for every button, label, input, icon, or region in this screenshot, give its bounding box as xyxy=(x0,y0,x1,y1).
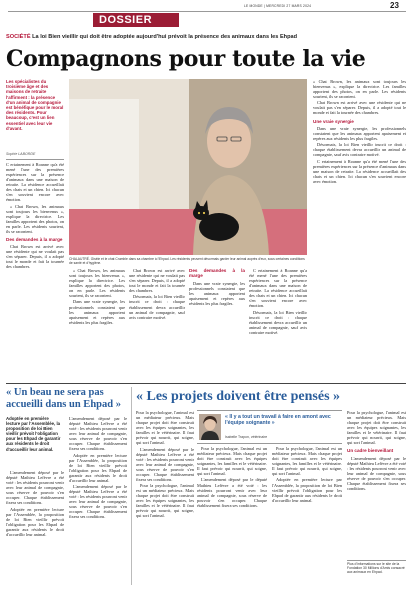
box-right-col-3 xyxy=(272,446,342,504)
headline: Compagnons pour toute la vie xyxy=(6,46,366,72)
quote-author: Isabelle Trapon, vétérinaire xyxy=(225,435,268,439)
box-right-subhead: Un cadre bienveillant xyxy=(347,448,394,454)
box-left-text-e: L'amendement déposé par le député Mathieu Lefèvre a été voté : les résidents pourront venir avec leur animal de compagnie, sous réserve de pouvoir s'en occuper. Chaque établissement fixera ses conditions. xyxy=(69,483,127,520)
date-line: LE MONDE | MERCREDI 27 MARS 2024 xyxy=(244,4,312,8)
box-left-headline: « Un beau ne sera pas accueilli dans un Ehpad » xyxy=(6,387,121,410)
box-right-text-b: L'amendement déposé par le député Mathieu Lefèvre a été voté : les résidents pourront venir avec leur animal de compagnie, sous réserve de pouvoir s'en occuper. Chaque établissement fixera ses conditions. xyxy=(136,446,194,482)
section-title: DOSSIER xyxy=(99,14,153,26)
col6-text-e: C ertainement à Roanne qu'a été mené l'une des premières expériences sur la présence d'animaux dans une maison de retraite. La résidence accueillait des chats et un chien. Ici chacun s'en souvient encore avec émotion. xyxy=(313,158,406,184)
col2-text: « Chat Brown, les animaux sont toujours les bienvenus », explique la directrice. Les familles apportent des photos, on en parle. Les résidents sourient, ils se racontent. xyxy=(69,268,125,299)
column-1 xyxy=(6,162,64,271)
box-right-col-4 xyxy=(347,410,406,492)
photo-woman-with-cat xyxy=(69,79,307,255)
photo-illustration xyxy=(69,79,307,255)
col5-text: C ertainement à Roanne qu'a été mené l'une des premières expériences sur la présence d'animaux dans une maison de retraite. La résidence accueillait des chats et un chien. Ici chacun s'en souvient encore avec émotion. xyxy=(249,268,307,309)
box-right-text-e: L'amendement déposé par le député Mathieu Lefèvre a été voté : les résidents pourront venir avec leur animal de compagnie, sous réserve de pouvoir s'en occuper. Chaque établissement fixera ses conditions. xyxy=(197,477,267,508)
box-right-text-i: L'amendement déposé par le député Mathieu Lefèvre a été voté : les résidents pourront venir avec leur animal de compagnie, sous réserve de pouvoir s'en occuper. Chaque établissement fixera ses conditions. xyxy=(347,455,406,492)
page-number: 23 xyxy=(390,1,399,10)
quote-box xyxy=(197,410,342,444)
subhead-inline: Des demandes à la marge xyxy=(189,268,245,279)
column-2 xyxy=(69,268,125,326)
column-3 xyxy=(129,268,185,321)
standfirst: La loi Bien vieillir qui doit être adoptée aujourd'hui prévoit la présence des animaux dans les Ehpad xyxy=(32,34,298,40)
col1-text-c: Chat Brown est arrivé avec une résidente qui ne voulait pas s'en séparer. Depuis, il a adopté tout le monde et fait la tournée des chambres. xyxy=(6,244,64,270)
caption-text: CHALAUTRÉ. Gisèle et le chat Crumble dans sa chambre à l'Ehpad. Les résidents peuvent désormais garder leur animal auprès d'eux, sous certaines conditions de santé et d'hygiène. xyxy=(69,257,305,265)
col1-text: C ertainement à Roanne qu'a été mené l'une des premières expériences sur la présence d'animaux dans une maison de retraite. La résidence accueillait des chats et un chien. Ici chacun s'en souvient encore avec émotion. xyxy=(6,162,64,203)
subhead-1: Des demandes à la marge xyxy=(6,236,63,242)
box-divider xyxy=(131,387,132,585)
footnote-text: Plus d'informations sur le site de la Fondation 30 Millions d'Amis consacré aux animaux en Ehpad. xyxy=(347,562,405,574)
box-left-text-a: L'amendement déposé par le député Mathieu Lefèvre a été voté : les résidents pourront venir avec leur animal de compagnie, sous réserve de pouvoir s'en occuper. Chaque établissement fixera ses conditions. xyxy=(6,470,64,506)
quote-avatar xyxy=(199,414,221,440)
column-4 xyxy=(189,268,245,307)
header-rule xyxy=(8,11,406,12)
box-left-col-1 xyxy=(6,470,64,538)
byline: Sophie LABORDE xyxy=(6,152,36,156)
box-right-text-h: Pour la psychologue, l'animal est un médiateur précieux. Mais chaque projet doit être construit avec les équipes soignantes, les familles et le vétérinaire. Il faut prévoir qui nourrit, qui soigne, qui sort l'animal. xyxy=(347,410,406,446)
col6-text-d: Désormais, la loi Bien vieillir inscrit ce droit : chaque établissement devra accueillir un animal de compagnie, sauf avis contraire motivé. xyxy=(313,142,406,158)
subhead-2: Une vraie synergie xyxy=(313,118,354,124)
column-6 xyxy=(313,79,406,185)
quote-text: « Il y a tout un travail à faire en amont avec l'équipe soignante » xyxy=(225,414,331,427)
col6-text-c: Dans une vraie synergie, les professionnels constatent que les animaux apportent apaisement et repères aux résidents les plus fragiles. xyxy=(313,125,406,142)
photo-caption xyxy=(69,257,307,265)
col1-text-b: « Chat Brown, les animaux sont toujours les bienvenus », explique la directrice. Les familles apportent des photos, on en parle. Les résidents sourient, ils se racontent. xyxy=(6,203,64,234)
box-left-text-c: L'amendement déposé par le député Mathieu Lefèvre a été voté : les résidents pourront venir avec leur animal de compagnie, sous réserve de pouvoir s'en occuper. Chaque établissement fixera ses conditions. xyxy=(69,416,127,452)
col3-text-b: Désormais, la loi Bien vieillir inscrit ce droit : chaque établissement devra accueillir un animal de compagnie, sauf avis contraire motivé. xyxy=(129,294,185,320)
box-right-footnote xyxy=(347,560,406,574)
intro-rule xyxy=(6,159,64,160)
column-5 xyxy=(249,268,307,336)
col2-text-b: Dans une vraie synergie, les professionnels constatent que les animaux apportent apaisement et repères aux résidents les plus fragiles. xyxy=(69,299,125,325)
col3-text: Chat Brown est arrivé avec une résidente qui ne voulait pas s'en séparer. Depuis, il a adopté tout le monde et fait la tournée des chambres. xyxy=(129,268,185,294)
box-left-text-b: Adoptée en première lecture par l'Assemblée, la proposition de loi Bien vieillir prévoit l'obligation pour les Ehpad de garantir aux résidents le droit d'accueillir leur animal. xyxy=(6,506,64,537)
box-left-text-d: Adoptée en première lecture par l'Assemblée, la proposition de loi Bien vieillir prévoit l'obligation pour les Ehpad de garantir aux résidents le droit d'accueillir leur animal. xyxy=(69,452,127,483)
portrait-icon xyxy=(199,414,221,440)
box-right-text-a: Pour la psychologue, l'animal est un médiateur précieux. Mais chaque projet doit être construit avec les équipes soignantes, les familles et le vétérinaire. Il faut prévoir qui nourrit, qui soigne, qui sort l'animal. xyxy=(136,410,194,446)
intro: Les spécialistes du troisième âge et des maisons de retraite l'affirment : la présence d'un animal de compagnie est bénéfique pour le moral des résidents. Pour beaucoup, c'est un lien essentiel avec leur vie d'avant. xyxy=(6,79,64,131)
box-right-text-g: Adoptée en première lecture par l'Assemblée, la proposition de loi Bien vieillir prévoit l'obligation pour les Ehpad de garantir aux résidents le droit d'accueillir leur animal. xyxy=(272,477,342,503)
box-right-headline: « Les projets doivent être pensés » xyxy=(136,389,341,404)
box-left-col-2 xyxy=(69,416,127,521)
box-right-text-f: Pour la psychologue, l'animal est un médiateur précieux. Mais chaque projet doit être construit avec les équipes soignantes, les familles et le vétérinaire. Il faut prévoir qui nourrit, qui soigne, qui sort l'animal. xyxy=(272,446,342,477)
col6-text: « Chat Brown, les animaux sont toujours les bienvenus », explique la directrice. Les familles apportent des photos, on en parle. Les résidents sourient, ils se racontent. xyxy=(313,79,406,100)
box-left-intro: Adoptée en première lecture par l'Assemblée, la proposition de loi Bien vieillir prévoit l'obligation pour les Ehpad de garantir aux résidents le droit d'accueillir leur animal. xyxy=(6,416,61,452)
section-separator xyxy=(6,383,406,384)
box-right-col-2 xyxy=(197,446,267,509)
box-right-text-d: Pour la psychologue, l'animal est un médiateur précieux. Mais chaque projet doit être construit avec les équipes soignantes, les familles et le vétérinaire. Il faut prévoir qui nourrit, qui soigne, qui sort l'animal. xyxy=(197,446,267,477)
col5-text-b: Désormais, la loi Bien vieillir inscrit ce droit : chaque établissement devra accueillir un animal de compagnie, sauf avis contraire motivé. xyxy=(249,309,307,335)
section-banner xyxy=(93,13,179,27)
col4-text: Dans une vraie synergie, les professionnels constatent que les animaux apportent apaisement et repères aux résidents les plus fragiles. xyxy=(189,280,245,306)
box-right-col-1 xyxy=(136,410,194,520)
standfirst-line xyxy=(6,34,406,41)
kicker: SOCIÉTÉ xyxy=(6,34,31,40)
col6-text-b: Chat Brown est arrivé avec une résidente qui ne voulait pas s'en séparer. Depuis, il a adopté tout le monde et fait la tournée des chambres. xyxy=(313,100,406,116)
box-right-text-c: Pour la psychologue, l'animal est un médiateur précieux. Mais chaque projet doit être construit avec les équipes soignantes, les familles et le vétérinaire. Il faut prévoir qui nourrit, qui soigne, qui sort l'animal. xyxy=(136,483,194,519)
